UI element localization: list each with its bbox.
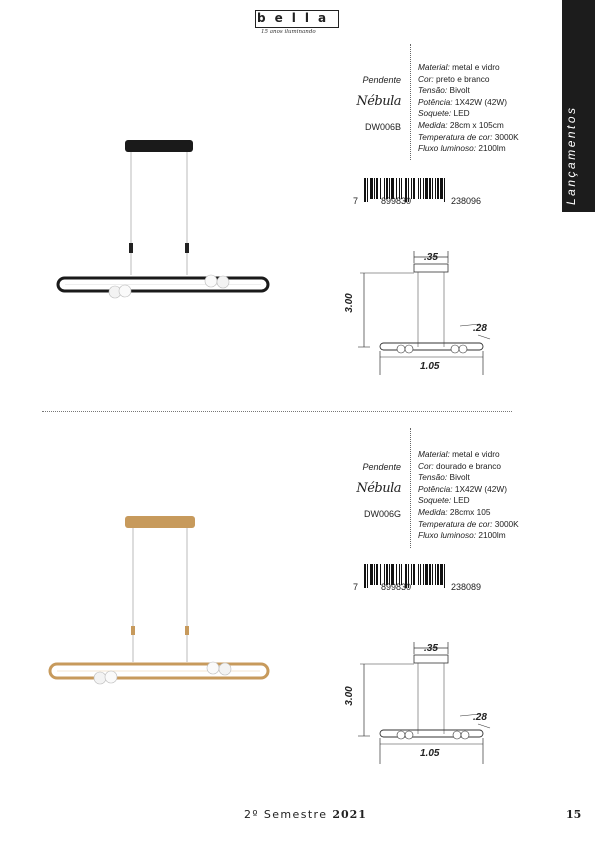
dim-height: 3.00 <box>344 293 355 313</box>
barcode-digit-first: 7 <box>353 196 359 206</box>
spec-row: Temperatura de cor: 3000K <box>418 131 519 142</box>
section-tab <box>562 0 595 212</box>
spec-separator <box>410 428 411 548</box>
canopy <box>125 140 193 152</box>
technical-drawing <box>340 243 505 383</box>
section-divider <box>42 411 512 412</box>
barcode-bar <box>445 178 447 199</box>
brand-logo <box>255 10 340 38</box>
spec-list <box>418 62 519 155</box>
product-type: Pendente <box>362 462 401 472</box>
spec-row: Fluxo luminoso: 2100lm <box>418 143 506 154</box>
product-photo <box>55 135 275 305</box>
canopy <box>125 516 195 528</box>
product-type: Pendente <box>362 75 401 85</box>
dim-depth: .28 <box>473 712 487 723</box>
spec-row: Material: metal e vidro <box>418 62 500 72</box>
section-tab-label: Lançamentos <box>564 105 578 205</box>
spec-row: Medida: 28cm x 105cm <box>418 119 504 130</box>
barcode-bar <box>445 564 447 585</box>
dim-top: .35 <box>424 643 438 654</box>
spec-row: Potência: 1X42W (42W) <box>418 483 508 494</box>
spec-row: Temperatura de cor: 3000K <box>418 518 519 529</box>
dim-top: .35 <box>424 252 438 263</box>
spec-row: Medida: 28cmx 105 <box>418 506 491 517</box>
spec-row: Potência: 1X42W (42W) <box>418 96 508 107</box>
barcode-digits-left: 899830 <box>381 196 412 206</box>
dim-length: 1.05 <box>420 748 440 759</box>
spec-row: Fluxo luminoso: 2100lm <box>418 530 506 541</box>
barcode-digits-right: 238096 <box>451 196 482 206</box>
logo-wordmark: bella <box>257 11 336 25</box>
spec-row: Material: metal e vidro <box>418 449 500 459</box>
spec-row: Cor: dourado e branco <box>418 460 502 471</box>
footer-edition <box>244 808 367 821</box>
product-photo <box>45 512 275 692</box>
footer-year: 2021 <box>332 808 367 821</box>
barcode-digits-right: 238089 <box>451 582 482 592</box>
barcode-digits-left: 899830 <box>381 582 412 592</box>
spec-separator <box>410 44 411 160</box>
dim-height: 3.00 <box>344 686 355 706</box>
spec-row: Cor: preto e branco <box>418 73 490 84</box>
dim-length: 1.05 <box>420 361 440 372</box>
product-name-signature: Nébula <box>356 481 401 496</box>
barcode-digit-first: 7 <box>353 582 359 592</box>
product-name-signature: Nébula <box>356 94 401 109</box>
spec-row: Soquete: LED <box>418 108 470 119</box>
logo-tagline: 15 anos iluminando <box>261 29 316 35</box>
page-number: 15 <box>566 808 582 821</box>
dim-depth: .28 <box>473 323 487 334</box>
spec-row: Tensão: Bivolt <box>418 85 470 96</box>
spec-row: Soquete: LED <box>418 495 470 506</box>
spec-list <box>418 449 519 542</box>
footer-semester: 2º Semestre <box>244 808 328 821</box>
technical-drawing <box>340 634 505 774</box>
spec-row: Tensão: Bivolt <box>418 472 470 483</box>
product-code: DW006G <box>363 509 401 519</box>
product-code: DW006B <box>364 122 401 132</box>
